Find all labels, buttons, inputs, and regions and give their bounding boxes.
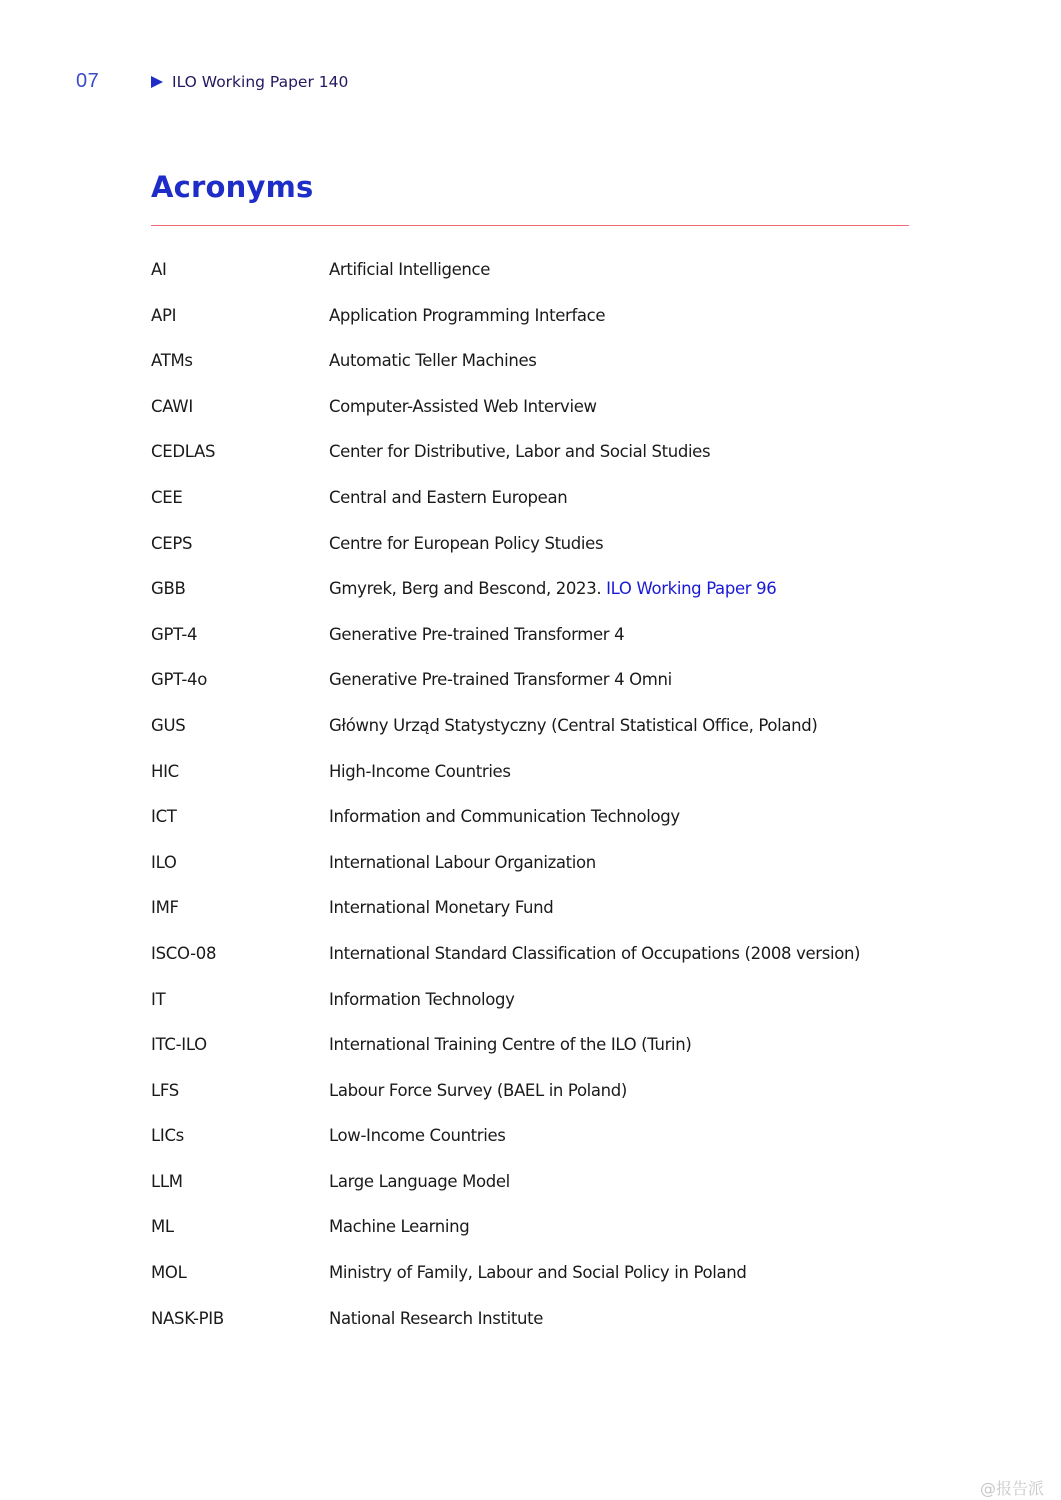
acronym-definition [329, 714, 817, 738]
acronym-definition [329, 395, 597, 419]
acronym-row [151, 1033, 911, 1079]
definition-text: International Standard Classification of Occupations (2008 version) [329, 943, 861, 963]
heading-divider [151, 225, 909, 226]
acronym-abbreviation: IMF [151, 898, 179, 918]
section-title: Acronyms [151, 170, 314, 204]
acronym-row [151, 1170, 911, 1216]
acronym-row [151, 896, 911, 942]
definition-text: Generative Pre-trained Transformer 4 [329, 624, 625, 644]
definition-text: Labour Force Survey (BAEL in Poland) [329, 1080, 627, 1100]
acronym-definition [329, 668, 672, 692]
acronym-row [151, 395, 911, 441]
acronym-abbreviation: AI [151, 260, 167, 279]
acronym-abbreviation: LFS [151, 1080, 179, 1100]
acronym-abbreviation: HIC [151, 761, 179, 781]
acronym-row [151, 760, 911, 806]
definition-text: Artificial Intelligence [329, 260, 491, 279]
acronym-row [151, 1307, 911, 1353]
definition-text: National Research Institute [329, 1308, 544, 1328]
acronym-definition [329, 304, 605, 328]
acronym-row [151, 304, 911, 350]
acronym-abbreviation: ATMs [151, 351, 193, 371]
acronym-definition [329, 577, 776, 601]
definition-text: Central and Eastern European [329, 487, 568, 507]
acronym-row [151, 851, 911, 897]
acronym-definition [329, 1215, 469, 1239]
acronym-abbreviation: LLM [151, 1171, 183, 1191]
acronym-definition [329, 440, 710, 464]
definition-text: Computer-Assisted Web Interview [329, 396, 597, 416]
acronym-abbreviation: GPT-4o [151, 670, 208, 690]
acronym-abbreviation: CAWI [151, 396, 193, 416]
definition-text: International Training Centre of the ILO (Turin) [329, 1035, 692, 1055]
acronym-abbreviation: CEE [151, 487, 183, 507]
acronym-row [151, 988, 911, 1034]
acronym-definition [329, 805, 680, 829]
definition-text: Machine Learning [329, 1217, 470, 1237]
acronym-abbreviation: LICs [151, 1126, 184, 1146]
acronym-row [151, 258, 911, 304]
acronym-abbreviation: ICT [151, 807, 177, 827]
acronym-row [151, 440, 911, 486]
definition-text: Low-Income Countries [329, 1126, 506, 1146]
acronym-row [151, 1079, 911, 1125]
acronym-definition [329, 942, 860, 966]
definition-text: Automatic Teller Machines [329, 351, 537, 371]
page-number: 07 [76, 70, 100, 92]
acronym-abbreviation: IT [151, 989, 166, 1009]
acronym-row [151, 349, 911, 395]
acronym-definition [329, 1307, 543, 1331]
acronym-row [151, 1215, 911, 1261]
definition-text: International Labour Organization [329, 852, 596, 872]
acronym-row [151, 486, 911, 532]
definition-text: Application Programming Interface [329, 305, 606, 325]
acronym-definition [329, 349, 537, 373]
acronym-abbreviation: CEPS [151, 533, 193, 553]
acronym-definition [329, 1124, 506, 1148]
definition-text: Główny Urząd Statystyczny (Central Statistical Office, Poland) [329, 715, 818, 735]
acronym-definition [329, 1033, 691, 1057]
acronym-abbreviation: MOL [151, 1263, 187, 1283]
acronym-list [151, 258, 911, 1352]
acronym-definition [329, 486, 567, 510]
acronym-row [151, 714, 911, 760]
acronym-row [151, 1261, 911, 1307]
play-triangle-icon [151, 76, 163, 88]
acronym-abbreviation: ILO [151, 852, 177, 872]
acronym-abbreviation: CEDLAS [151, 442, 216, 462]
acronym-abbreviation: ML [151, 1217, 174, 1237]
running-title: ILO Working Paper 140 [172, 73, 349, 91]
watermark: @报告派 [980, 1479, 1045, 1498]
acronym-row [151, 942, 911, 988]
acronym-definition [329, 1170, 510, 1194]
definition-text: Information Technology [329, 989, 515, 1009]
acronym-definition [329, 258, 490, 282]
acronym-abbreviation: ISCO-08 [151, 943, 217, 963]
acronym-abbreviation: GUS [151, 715, 186, 735]
acronym-abbreviation: GPT-4 [151, 624, 198, 644]
definition-text: Large Language Model [329, 1171, 510, 1191]
acronym-abbreviation: API [151, 305, 177, 325]
acronym-definition [329, 623, 624, 647]
definition-text: Center for Distributive, Labor and Social Studies [329, 442, 711, 462]
acronym-definition [329, 851, 596, 875]
acronym-definition [329, 896, 553, 920]
definition-text: High-Income Countries [329, 761, 511, 781]
acronym-row [151, 623, 911, 669]
acronym-row [151, 1124, 911, 1170]
running-header [151, 72, 348, 92]
acronym-row [151, 805, 911, 851]
definition-text: Generative Pre-trained Transformer 4 Omni [329, 670, 672, 690]
acronym-definition [329, 532, 603, 556]
definition-text: International Monetary Fund [329, 898, 554, 918]
definition-text: Information and Communication Technology [329, 807, 680, 827]
acronym-definition [329, 988, 514, 1012]
acronym-definition [329, 1261, 746, 1285]
acronym-abbreviation: GBB [151, 579, 186, 599]
definition-text: Centre for European Policy Studies [329, 533, 604, 553]
acronym-abbreviation: NASK-PIB [151, 1308, 224, 1328]
acronym-abbreviation: ITC-ILO [151, 1035, 207, 1055]
definition-text: Ministry of Family, Labour and Social Policy in Poland [329, 1263, 747, 1283]
definition-text: Gmyrek, Berg and Bescond, 2023. [329, 579, 607, 599]
reference-link[interactable]: ILO Working Paper 96 [606, 579, 777, 599]
acronym-definition [329, 760, 511, 784]
acronym-row [151, 577, 911, 623]
acronym-definition [329, 1079, 627, 1103]
acronym-row [151, 668, 911, 714]
acronym-row [151, 532, 911, 578]
